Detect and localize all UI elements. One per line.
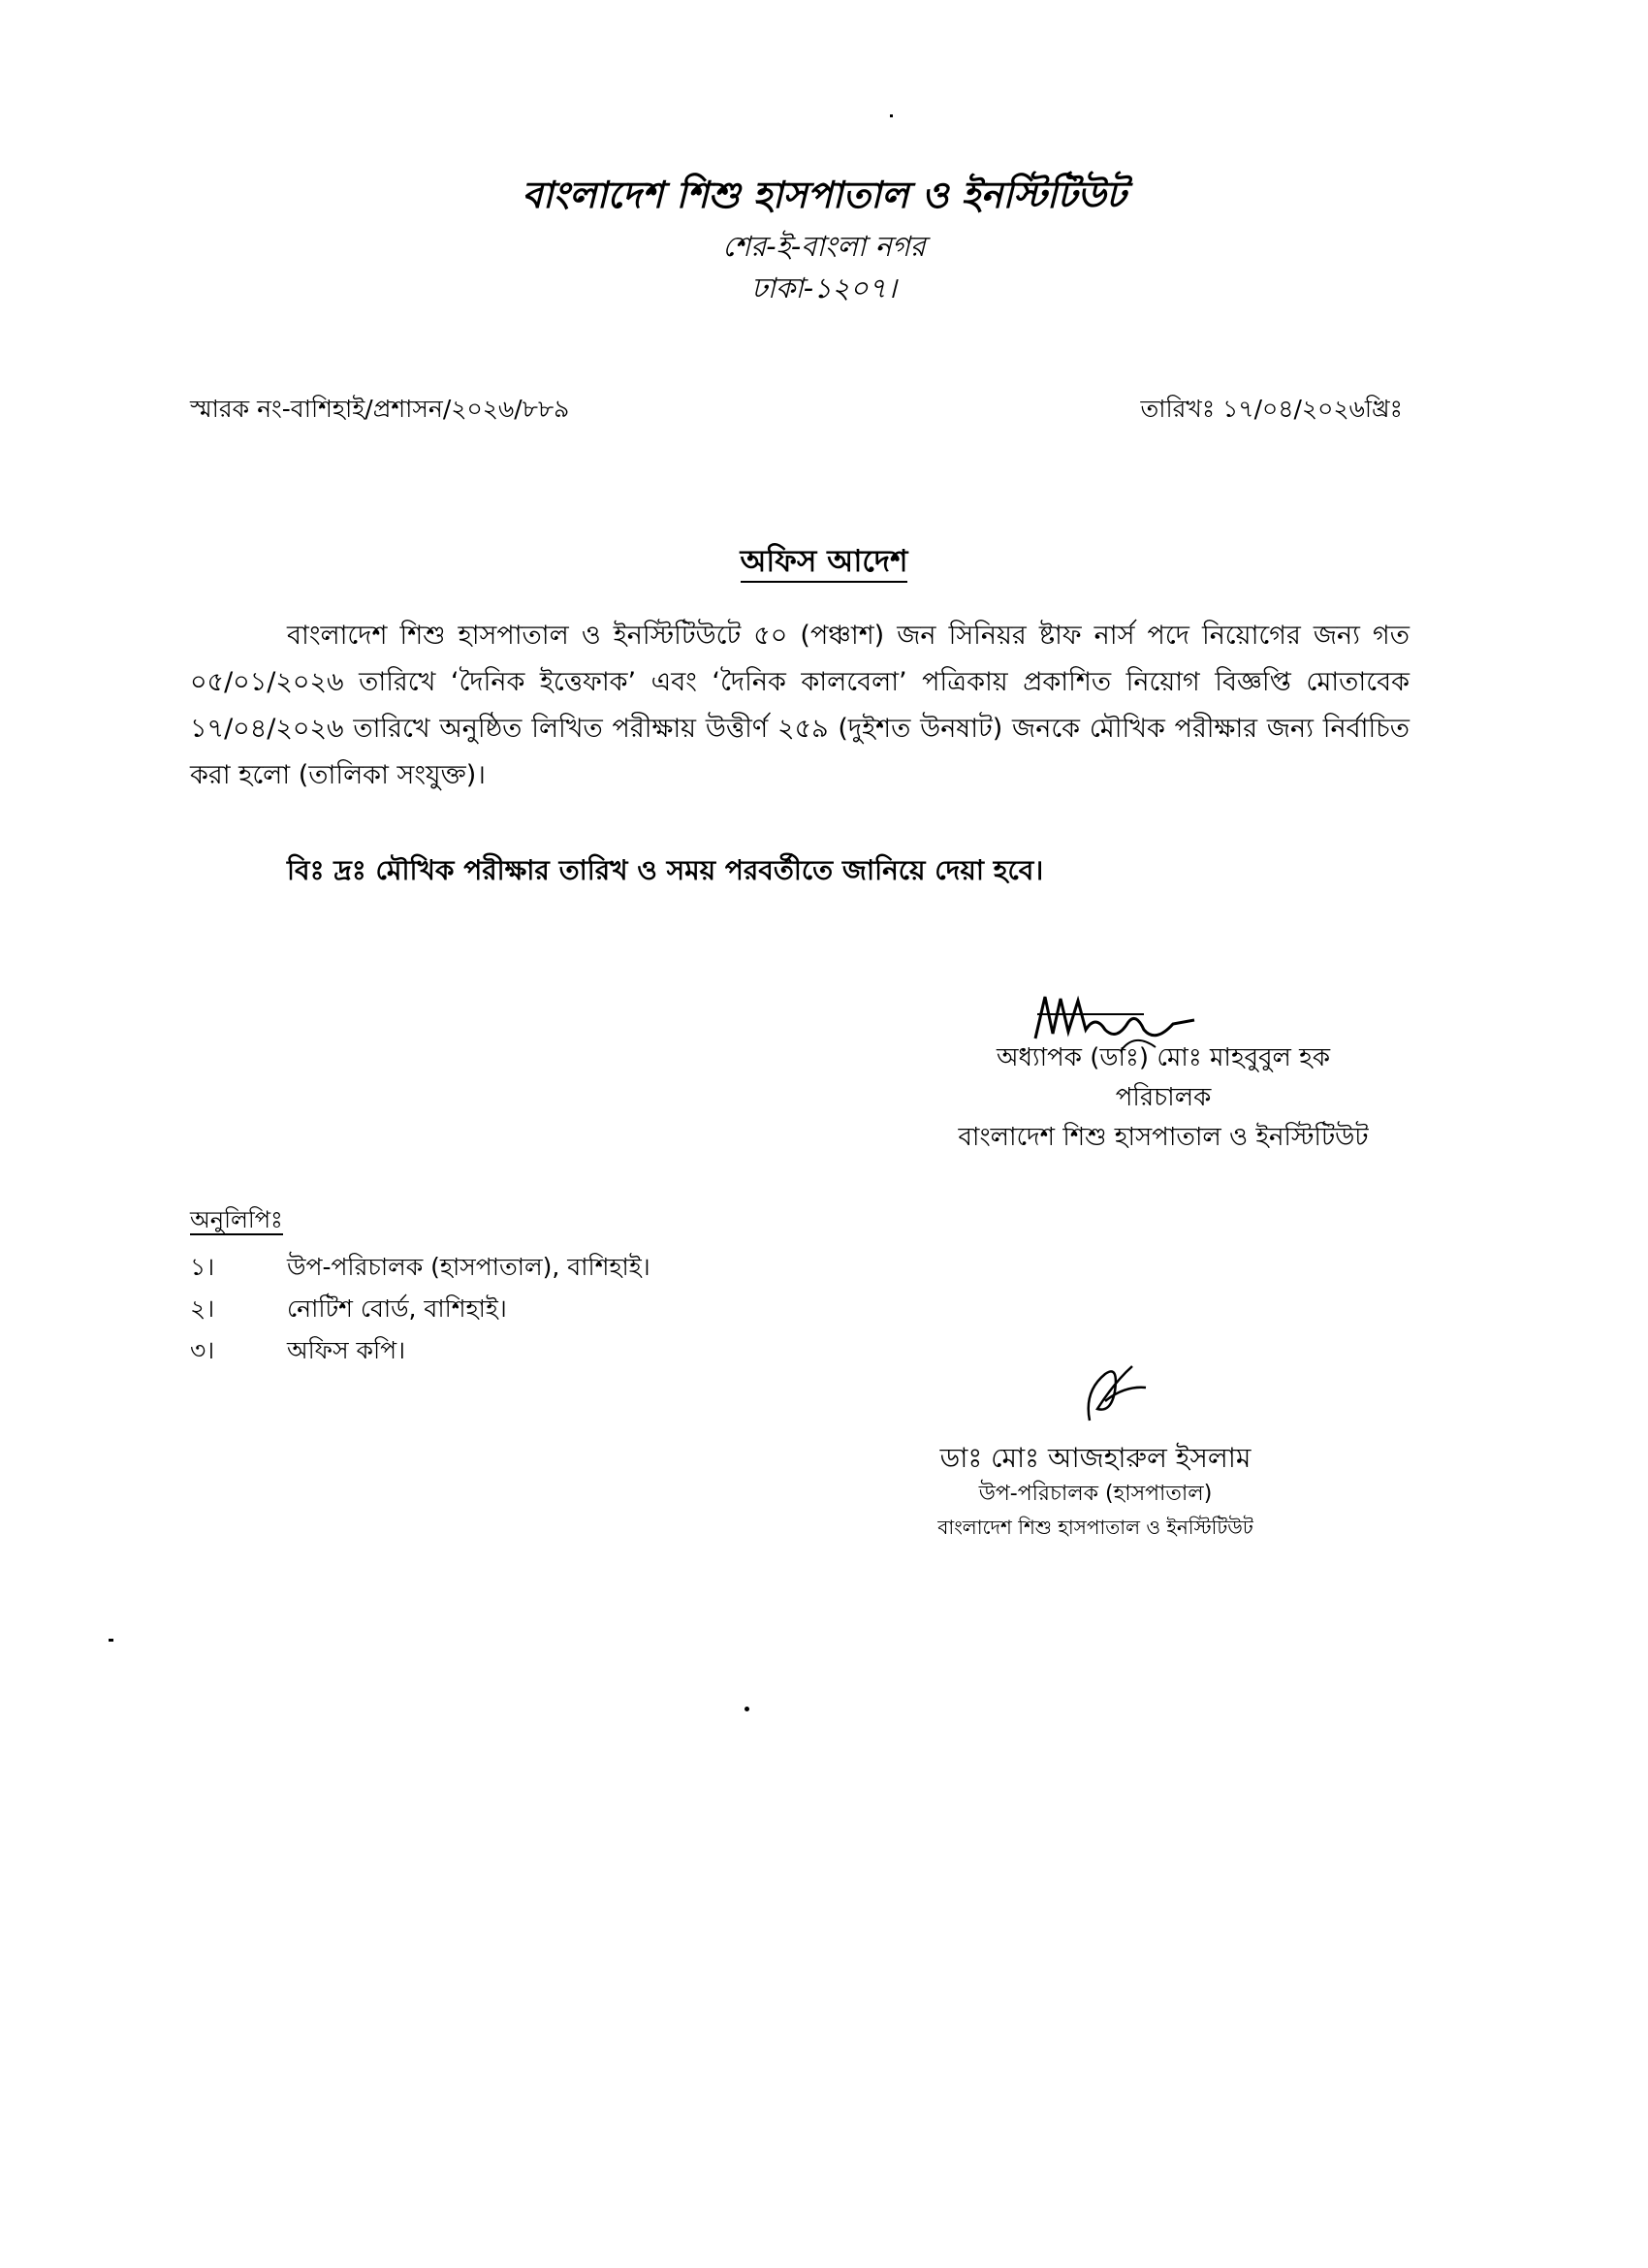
list-item-number: ২।: [190, 1294, 215, 1323]
copy-to-heading: [190, 1202, 283, 1241]
memo-date: তারিখঃ ১৭/০৪/২০২৬খ্রিঃ: [1140, 395, 1403, 423]
scan-speck: [109, 1639, 113, 1642]
order-body: বাংলাদেশ শিশু হাসপাতাল ও ইনস্টিটিউটে ৫০ (পঞ্চাশ) জন সিনিয়র ষ্টাফ নার্স পদে নিয়োগের জন্য গত ০৫/০১/২০২৬ তারিখে ‘দৈনিক ইত্তেফাক’ এবং ‘দৈনিক কালবেলা’ পত্রিকায় প্রকাশিত নিয়োগ বিজ্ঞপ্তি মোতাবেক ১৭/০৪/২০২৬ তারিখে অনুষ্ঠিত লিখিত পরীক্ষায় উত্তীর্ণ ২৫৯ (দুইশত উনষাট) জনকে মৌখিক পরীক্ষার জন্য নির্বাচিত করা হলো (তালিকা সংযুক্ত)।: [190, 621, 1410, 790]
copy-to-heading-text: অনুলিপিঃ: [190, 1206, 283, 1233]
memo-number: স্মারক নং-বাশিহাই/প্রশাসন/২০২৬/৮৮৯: [190, 395, 570, 423]
list-item-text: নোটিশ বোর্ড, বাশিহাই।: [287, 1294, 507, 1323]
countersign-org: বাংলাদেশ শিশু হাসপাতাল ও ইনস্টিটিউট: [937, 1516, 1253, 1539]
document-title: [0, 538, 1648, 589]
list-item: [190, 1246, 650, 1288]
org-area: শের-ই-বাংলা নগর: [722, 230, 926, 263]
scan-speck: [890, 114, 893, 117]
list-item-text: অফিস কপি।: [287, 1336, 406, 1364]
signatory-org: বাংলাদেশ শিশু হাসপাতাল ও ইনস্টিটিউট: [958, 1123, 1369, 1152]
signatory-block: [872, 1038, 1454, 1158]
scan-speck: [745, 1707, 749, 1711]
special-note: বিঃ দ্রঃ মৌখিক পরীক্ষার তারিখ ও সময় পরবর্তীতে জানিয়ে দেয়া হবে।: [287, 854, 1044, 886]
org-name-header: বাংলাদেশ শিশু হাসপাতাল ও ইনস্টিটিউট: [522, 174, 1126, 216]
countersign-block: [882, 1439, 1309, 1544]
countersign-designation: উপ-পরিচালক (হাসপাতাল): [978, 1482, 1213, 1506]
signatory-name: অধ্যাপক (ডাঃ) মোঃ মাহবুবুল হক: [996, 1043, 1331, 1072]
copy-to-list: [190, 1246, 650, 1371]
org-city: ঢাকা-১২০৭।: [751, 272, 897, 304]
document-title-text: অফিস আদেশ: [741, 544, 908, 583]
list-item-text: উপ-পরিচালক (হাসপাতাল), বাশিহাই।: [287, 1253, 650, 1281]
countersign-name: ডাঃ মোঃ আজহারুল ইসলাম: [939, 1442, 1252, 1474]
list-item: [190, 1329, 650, 1371]
list-item: [190, 1288, 650, 1329]
deputy-director-signature: [1076, 1353, 1154, 1430]
list-item-number: ৩।: [190, 1336, 215, 1364]
signatory-designation: পরিচালক: [1115, 1083, 1212, 1112]
list-item-number: ১।: [190, 1253, 215, 1281]
